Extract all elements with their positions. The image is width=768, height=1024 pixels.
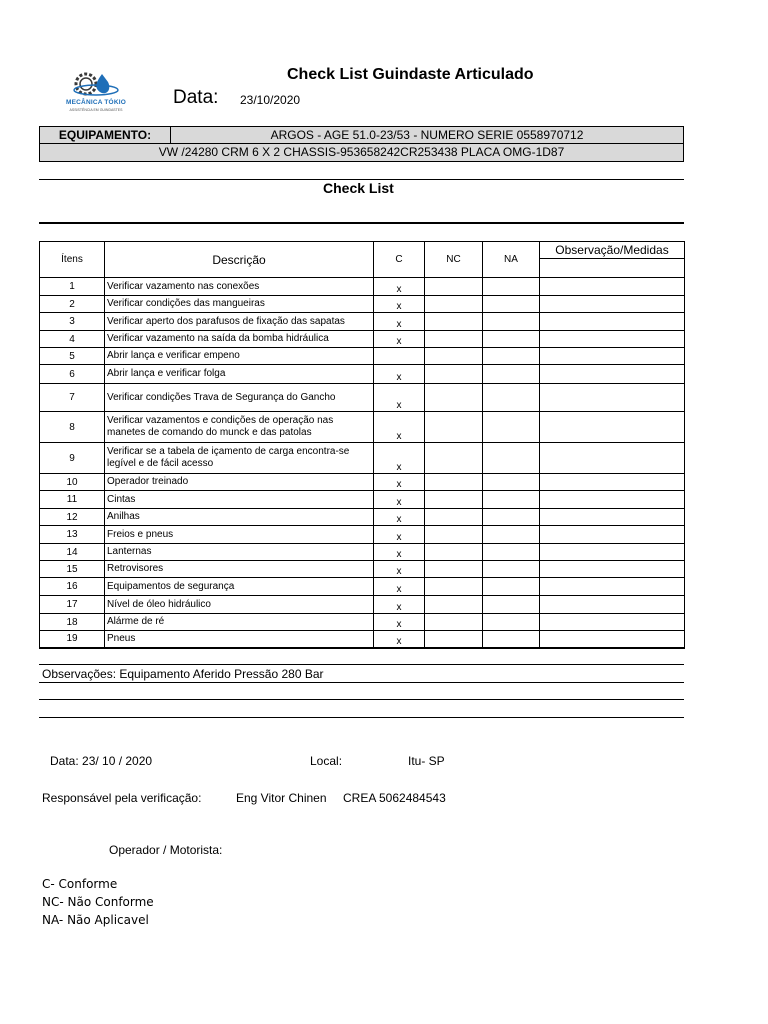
check-nc: [425, 313, 483, 331]
item-number: 8: [40, 412, 105, 443]
divider: [39, 682, 684, 683]
observation-cell: [540, 331, 685, 348]
item-number: 14: [40, 544, 105, 561]
item-description: Verificar aperto dos parafusos de fixação das sapatas: [105, 313, 374, 331]
table-row: [40, 331, 685, 348]
observations: Observações: Equipamento Aferido Pressão 280 Bar: [42, 667, 324, 681]
check-nc: [425, 443, 483, 474]
check-c: x: [374, 509, 425, 526]
checklist-table: [39, 241, 685, 649]
divider: [39, 699, 684, 700]
check-c: x: [374, 412, 425, 443]
table-row: [40, 443, 685, 474]
item-description: Verificar se a tabela de içamento de carga encontra-se legível e de fácil acesso: [105, 443, 374, 474]
observation-cell: [540, 526, 685, 544]
observation-cell: [540, 365, 685, 384]
header-c: C: [374, 242, 425, 278]
table-row: [40, 578, 685, 596]
item-number: 4: [40, 331, 105, 348]
observation-cell: [540, 614, 685, 631]
check-nc: [425, 296, 483, 313]
operator-label: Operador / Motorista:: [109, 843, 223, 857]
item-number: 12: [40, 509, 105, 526]
check-nc: [425, 384, 483, 412]
check-nc: [425, 348, 483, 365]
check-c: x: [374, 278, 425, 296]
observation-cell: [540, 509, 685, 526]
checklist-title: Check List: [323, 180, 394, 196]
company-logo: [62, 70, 130, 116]
item-description: Alárme de ré: [105, 614, 374, 631]
item-description: Cintas: [105, 491, 374, 509]
check-c: x: [374, 296, 425, 313]
table-row: [40, 412, 685, 443]
check-nc: [425, 561, 483, 578]
equipment-value: ARGOS - AGE 51.0-23/53 - NUMERO SERIE 0558970712: [270, 128, 584, 142]
observation-cell: [540, 278, 685, 296]
item-number: 18: [40, 614, 105, 631]
check-c: x: [374, 331, 425, 348]
check-c: x: [374, 365, 425, 384]
check-c: x: [374, 596, 425, 614]
item-number: 11: [40, 491, 105, 509]
item-description: Lanternas: [105, 544, 374, 561]
item-number: 3: [40, 313, 105, 331]
check-c: x: [374, 474, 425, 491]
date-label: Data:: [173, 87, 219, 108]
check-nc: [425, 474, 483, 491]
table-row: [40, 365, 685, 384]
table-row: [40, 631, 685, 648]
observation-cell: [540, 384, 685, 412]
header-na: NA: [483, 242, 540, 278]
table-row: [40, 348, 685, 365]
observation-cell: [540, 443, 685, 474]
check-nc: [425, 526, 483, 544]
check-na: [483, 365, 540, 384]
logo-brand: MECÂNICA TÓKIO: [66, 99, 126, 106]
check-nc: [425, 412, 483, 443]
check-c: x: [374, 384, 425, 412]
observation-cell: [540, 474, 685, 491]
check-na: [483, 474, 540, 491]
observation-cell: [540, 412, 685, 443]
local-label: Local:: [310, 754, 343, 768]
item-description: Pneus: [105, 631, 374, 648]
check-na: [483, 443, 540, 474]
check-nc: [425, 331, 483, 348]
item-description: Operador treinado: [105, 474, 374, 491]
table-row: [40, 474, 685, 491]
check-nc: [425, 544, 483, 561]
item-description: Verificar vazamentos e condições de operação nas manetes de comando do munck e das patolas: [105, 412, 374, 443]
item-description: Equipamentos de segurança: [105, 578, 374, 596]
header-observation-label: Observação/Medidas: [555, 243, 669, 257]
date-value: 23/10/2020: [240, 93, 301, 107]
check-na: [483, 296, 540, 313]
check-c: x: [374, 491, 425, 509]
gear-drop-icon: [62, 70, 130, 100]
observation-cell: [540, 313, 685, 331]
table-row: [40, 544, 685, 561]
observation-cell: [540, 491, 685, 509]
logo-tagline: ASSISTÊNCIA EM GUINDASTES: [69, 108, 123, 112]
item-number: 15: [40, 561, 105, 578]
observation-cell: [540, 631, 685, 648]
observation-cell: [540, 596, 685, 614]
check-na: [483, 412, 540, 443]
check-nc: [425, 614, 483, 631]
check-c: x: [374, 631, 425, 648]
table-row: [40, 491, 685, 509]
observation-cell: [540, 561, 685, 578]
item-description: Freios e pneus: [105, 526, 374, 544]
footer-date: Data: 23/ 10 / 2020: [50, 754, 153, 768]
check-nc: [425, 278, 483, 296]
item-number: 13: [40, 526, 105, 544]
equipment-label: EQUIPAMENTO:: [40, 127, 171, 143]
check-na: [483, 631, 540, 648]
item-description: Verificar vazamento na saída da bomba hidráulica: [105, 331, 374, 348]
check-na: [483, 491, 540, 509]
check-na: [483, 544, 540, 561]
item-description: Abrir lança e verificar empeno: [105, 348, 374, 365]
header-nc: NC: [425, 242, 483, 278]
check-nc: [425, 509, 483, 526]
item-description: Verificar condições Trava de Segurança do Gancho: [105, 384, 374, 412]
header-description: Descrição: [105, 242, 374, 278]
check-na: [483, 348, 540, 365]
check-nc: [425, 365, 483, 384]
page-title: Check List Guindaste Articulado: [287, 66, 534, 83]
item-number: 7: [40, 384, 105, 412]
item-description: Verificar condições das mangueiras: [105, 296, 374, 313]
crea-number: CREA 5062484543: [343, 791, 446, 805]
divider: [39, 664, 684, 665]
local-value: Itu- SP: [408, 754, 445, 768]
check-na: [483, 331, 540, 348]
observation-cell: [540, 544, 685, 561]
check-c: x: [374, 578, 425, 596]
table-row: [40, 509, 685, 526]
equipment-row: [39, 126, 684, 144]
item-number: 10: [40, 474, 105, 491]
item-number: 16: [40, 578, 105, 596]
vehicle-info: VW /24280 CRM 6 X 2 CHASSIS-953658242CR253438 PLACA OMG-1D87: [39, 144, 684, 162]
item-number: 1: [40, 278, 105, 296]
header-observation: [540, 242, 685, 278]
check-na: [483, 313, 540, 331]
check-c: x: [374, 614, 425, 631]
check-c: x: [374, 561, 425, 578]
table-row: [40, 313, 685, 331]
check-nc: [425, 631, 483, 648]
header-observation-divider: [540, 258, 684, 259]
legend-nao-aplicavel: NA- Não Aplicavel: [42, 913, 149, 927]
check-nc: [425, 491, 483, 509]
check-na: [483, 596, 540, 614]
item-number: 5: [40, 348, 105, 365]
check-na: [483, 526, 540, 544]
item-number: 19: [40, 631, 105, 648]
legend-nao-conforme: NC- Não Conforme: [42, 895, 154, 909]
divider: [39, 717, 684, 718]
check-na: [483, 384, 540, 412]
item-number: 17: [40, 596, 105, 614]
table-row: [40, 561, 685, 578]
check-na: [483, 509, 540, 526]
item-description: Anilhas: [105, 509, 374, 526]
item-number: 6: [40, 365, 105, 384]
table-row: [40, 596, 685, 614]
check-c: x: [374, 313, 425, 331]
table-row: [40, 296, 685, 313]
observation-cell: [540, 296, 685, 313]
check-nc: [425, 578, 483, 596]
item-description: Abrir lança e verificar folga: [105, 365, 374, 384]
item-description: Retrovisores: [105, 561, 374, 578]
responsible-name: Eng Vitor Chinen: [236, 791, 327, 805]
check-na: [483, 561, 540, 578]
table-row: [40, 614, 685, 631]
header-items: Ítens: [40, 242, 105, 278]
check-na: [483, 578, 540, 596]
table-row: [40, 526, 685, 544]
divider: [39, 222, 684, 224]
check-c: [374, 348, 425, 365]
legend-conforme: C- Conforme: [42, 877, 118, 891]
table-header: [40, 242, 685, 278]
check-c: x: [374, 544, 425, 561]
observation-cell: [540, 348, 685, 365]
responsible-label: Responsável pela verificação:: [42, 791, 202, 805]
observation-cell: [540, 578, 685, 596]
check-na: [483, 614, 540, 631]
item-number: 2: [40, 296, 105, 313]
table-row: [40, 384, 685, 412]
item-description: Verificar vazamento nas conexões: [105, 278, 374, 296]
check-c: x: [374, 526, 425, 544]
item-number: 9: [40, 443, 105, 474]
check-na: [483, 278, 540, 296]
table-row: [40, 278, 685, 296]
check-c: x: [374, 443, 425, 474]
check-nc: [425, 596, 483, 614]
item-description: Nível de óleo hidráulico: [105, 596, 374, 614]
